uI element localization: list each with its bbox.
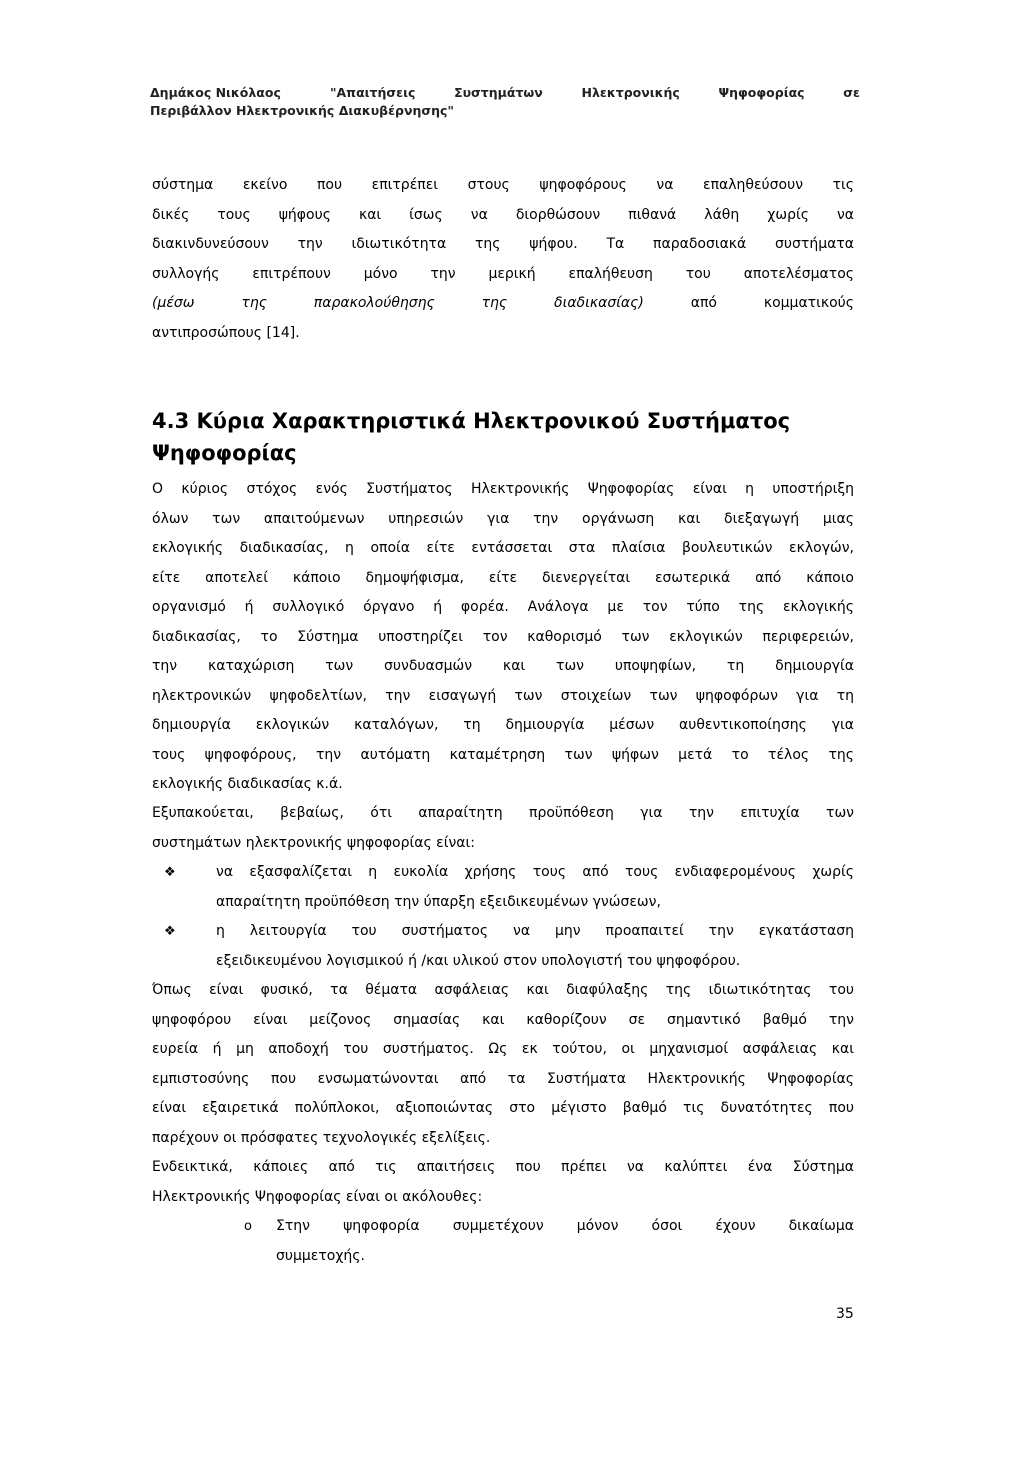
text-line: να εξασφαλίζεται η ευκολία χρήσης τους από τους ενδιαφερομένους χωρίς bbox=[216, 864, 854, 880]
circle-bullet-icon: o bbox=[244, 1219, 252, 1234]
text-line: την καταχώριση των συνδυασμών και των υποψηφίων, τη δημιουργία bbox=[152, 658, 854, 674]
text-line bbox=[152, 289, 854, 319]
text-line: είτε αποτελεί κάποιο δημοψήφισμα, είτε διενεργείται εσωτερικά από κάποιο bbox=[152, 569, 854, 586]
text-line: διαδικασίας, το Σύστημα υποστηρίζει τον καθορισμό των εκλογικών περιφερειών, bbox=[152, 628, 854, 645]
header-title-line1 bbox=[330, 84, 860, 102]
text-line: εξειδικευμένου λογισμικού ή /και υλικού στον υπολογιστή του ψηφοφόρου. bbox=[216, 952, 741, 969]
text-line: Ενδεικτικά, κάποιες από τις απαιτήσεις που πρέπει να καλύπτει ένα Σύστημα bbox=[152, 1159, 854, 1175]
text-line: είναι εξαιρετικά πολύπλοκοι, αξιοποιώντας στο μέγιστο βαθμό τις δυνατότητες που bbox=[152, 1100, 854, 1116]
text-line: ηλεκτρονικών ψηφοδελτίων, την εισαγωγή των στοιχείων των ψηφοφόρων για τη bbox=[152, 687, 854, 704]
text-run: από κομματικούς bbox=[643, 295, 854, 311]
paragraph-prerequisites bbox=[152, 799, 854, 858]
text-line: συστημάτων ηλεκτρονικής ψηφοφορίας είναι: bbox=[152, 834, 475, 851]
text-line: δικές τους ψήφους και ίσως να διορθώσουν πιθανά λάθη χωρίς να bbox=[152, 206, 854, 223]
paragraph-intro bbox=[152, 171, 854, 348]
italic-text: (μέσω της παρακολούθησης της διαδικασίας) bbox=[152, 295, 644, 311]
list-item-text bbox=[216, 858, 854, 917]
text-line: οργανισμό ή συλλογικό όργανο ή φορέα. Ανάλογα με τον τύπο της εκλογικής bbox=[152, 599, 854, 615]
header-title-word: Ψηφοφορίας bbox=[718, 85, 805, 100]
heading-line: 4.3 Κύρια Χαρακτηριστικά Ηλεκτρονικού Συστήματος bbox=[152, 409, 791, 433]
text-line: όλων των απαιτούμενων υπηρεσιών για την οργάνωση και διεξαγωγή μιας bbox=[152, 510, 854, 527]
text-line: παρέχουν οι πρόσφατες τεχνολογικές εξελίξεις. bbox=[152, 1129, 491, 1146]
text-line: Ο κύριος στόχος ενός Συστήματος Ηλεκτρονικής Ψηφοφορίας είναι η υποστήριξη bbox=[152, 481, 854, 497]
diamond-bullet-icon: ❖ bbox=[164, 924, 176, 939]
header-title-word: Συστημάτων bbox=[454, 85, 543, 100]
text-line: Ηλεκτρονικής Ψηφοφορίας είναι οι ακόλουθες: bbox=[152, 1188, 483, 1205]
text-line: συμμετοχής. bbox=[276, 1247, 365, 1264]
section-heading bbox=[152, 405, 854, 469]
text-line: εκλογικής διαδικασίας κ.ά. bbox=[152, 776, 343, 792]
header-title-line2: Περιβάλλον Ηλεκτρονικής Διακυβέρνησης" bbox=[150, 103, 454, 118]
header-title-word: Ηλεκτρονικής bbox=[581, 85, 680, 100]
text-line: εμπιστοσύνης που ενσωματώνονται από τα Συστήματα Ηλεκτρονικής Ψηφοφορίας bbox=[152, 1070, 854, 1087]
text-line: διακινδυνεύσουν την ιδιωτικότητα της ψήφου. Τα παραδοσιακά συστήματα bbox=[152, 236, 854, 252]
heading-line: Ψηφοφορίας bbox=[152, 441, 297, 465]
header-title-word: σε bbox=[843, 85, 860, 100]
text-line: συλλογής επιτρέπουν μόνο την μερική επαλήθευση του αποτελέσματος bbox=[152, 265, 854, 282]
text-line: Στην ψηφοφορία συμμετέχουν μόνον όσοι έχουν δικαίωμα bbox=[276, 1218, 854, 1234]
header-author: Δημάκος Νικόλαος bbox=[150, 85, 281, 100]
paragraph-requirements bbox=[152, 1153, 854, 1212]
header-title-word: "Απαιτήσεις bbox=[330, 85, 416, 100]
text-line: τους ψηφοφόρους, την αυτόματη καταμέτρηση των ψήφων μετά το τέλος της bbox=[152, 746, 854, 763]
diamond-bullet-icon: ❖ bbox=[164, 865, 176, 880]
text-line: ευρεία ή μη αποδοχή του συστήματος. Ως εκ τούτου, οι μηχανισμοί ασφάλειας και bbox=[152, 1041, 854, 1057]
text-line: Εξυπακούεται, βεβαίως, ότι απαραίτητη προϋπόθεση για την επιτυχία των bbox=[152, 805, 854, 821]
text-line: εκλογικής διαδικασίας, η οποία είτε εντάσσεται στα πλαίσια βουλευτικών εκλογών, bbox=[152, 540, 854, 556]
text-line: απαραίτητη προϋπόθεση την ύπαρξη εξειδικευμένων γνώσεων, bbox=[216, 893, 661, 910]
page-number: 35 bbox=[836, 1306, 854, 1322]
list-item-text bbox=[276, 1212, 854, 1271]
list-item-text bbox=[216, 917, 854, 976]
text-line: σύστημα εκείνο που επιτρέπει στους ψηφοφόρους να επαληθεύσουν τις bbox=[152, 177, 854, 193]
paragraph-security bbox=[152, 976, 854, 1153]
paragraph-main-goal bbox=[152, 475, 854, 800]
text-line: ψηφοφόρου είναι μείζονος σημασίας και καθορίζουν σε σημαντικό βαθμό την bbox=[152, 1011, 854, 1028]
text-line: η λειτουργία του συστήματος να μην προαπαιτεί την εγκατάσταση bbox=[216, 923, 854, 939]
text-line: δημιουργία εκλογικών καταλόγων, τη δημιουργία μέσων αυθεντικοποίησης για bbox=[152, 717, 854, 733]
text-line: Όπως είναι φυσικό, τα θέματα ασφάλειας και διαφύλαξης της ιδιωτικότητας του bbox=[152, 982, 854, 998]
text-line: αντιπροσώπους [14]. bbox=[152, 324, 300, 341]
